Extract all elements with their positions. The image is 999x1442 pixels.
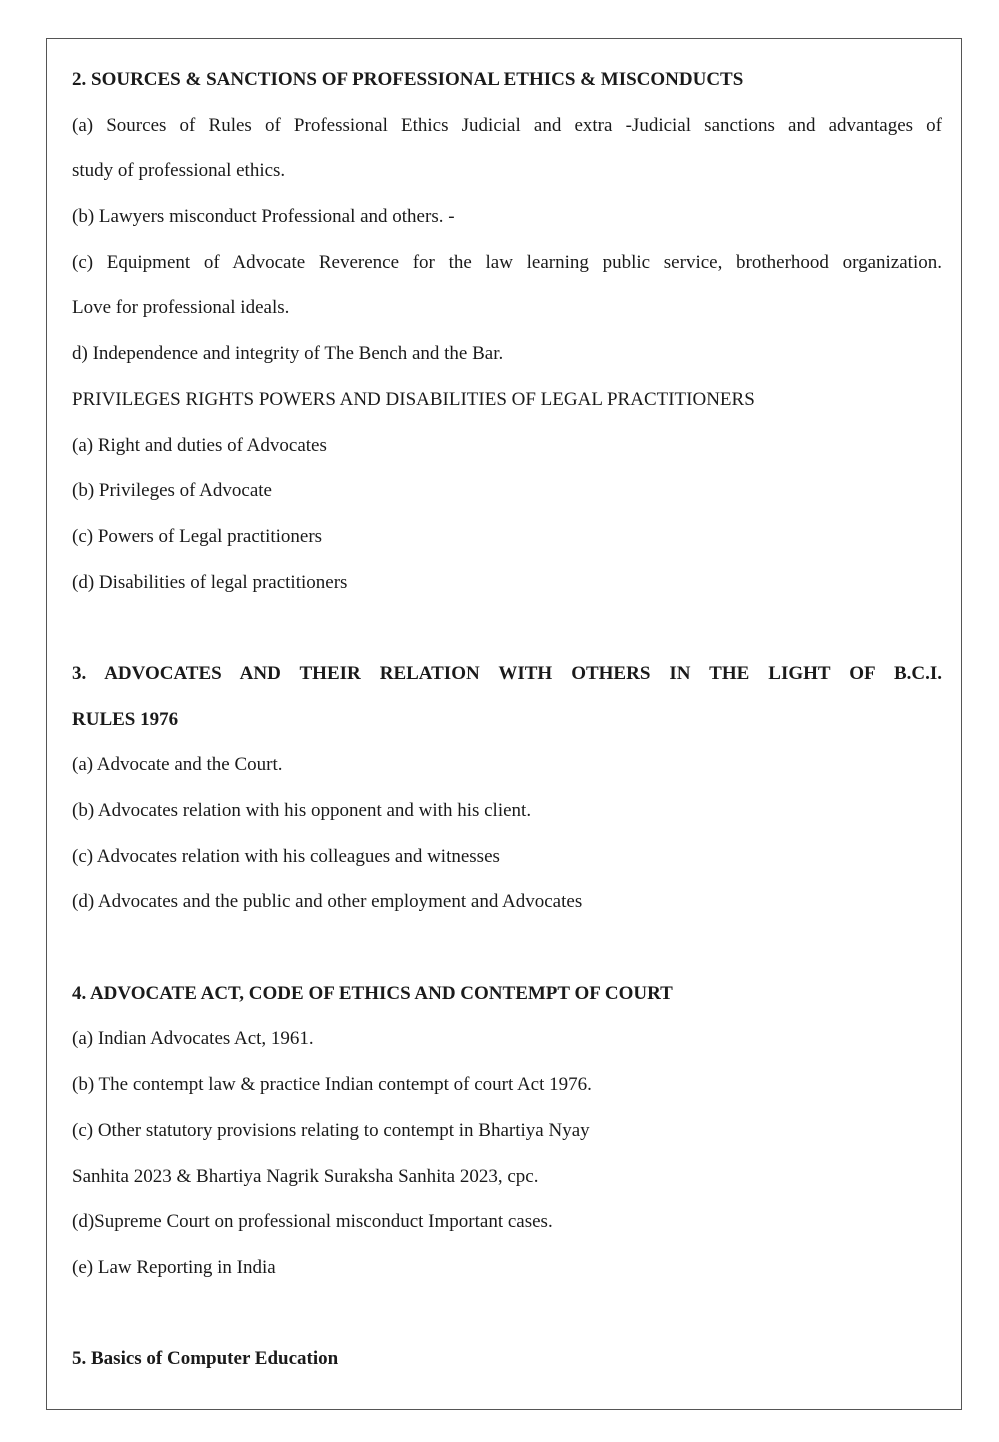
- privileges-item-a: (a) Right and duties of Advocates: [72, 434, 327, 456]
- section-4-item-a: (a) Indian Advocates Act, 1961.: [72, 1028, 314, 1050]
- section-2-item-c: (c) Equipment of Advocate Reverence for the law learning public service, brotherhood organization.: [72, 251, 942, 273]
- section-2-item-a-cont: study of professional ethics.: [72, 160, 286, 182]
- section-4-item-c: (c) Other statutory provisions relating to contempt in Bhartiya Nyay: [72, 1119, 590, 1141]
- section-4-item-e: (e) Law Reporting in India: [72, 1256, 276, 1278]
- section-3-item-d: (d) Advocates and the public and other employment and Advocates: [72, 891, 583, 913]
- section-3-heading-cont: RULES 1976: [72, 708, 179, 730]
- document-body: [72, 64, 942, 1389]
- section-2-item-a: (a) Sources of Rules of Professional Ethics Judicial and extra -Judicial sanctions and advantages of: [72, 114, 942, 136]
- section-2-item-d: d) Independence and integrity of The Bench and the Bar.: [72, 343, 504, 365]
- section-2-heading: 2. SOURCES & SANCTIONS OF PROFESSIONAL ETHICS & MISCONDUCTS: [72, 69, 744, 90]
- section-4-item-b: (b) The contempt law & practice Indian contempt of court Act 1976.: [72, 1074, 592, 1096]
- section-5-heading: 5. Basics of Computer Education: [72, 1348, 339, 1370]
- privileges-item-b: (b) Privileges of Advocate: [72, 480, 272, 502]
- section-3-item-a: (a) Advocate and the Court.: [72, 754, 283, 776]
- section-3-heading: 3. ADVOCATES AND THEIR RELATION WITH OTHERS IN THE LIGHT OF B.C.I.: [72, 662, 942, 684]
- privileges-item-c: (c) Powers of Legal practitioners: [72, 525, 323, 547]
- spacer: [72, 1298, 942, 1344]
- spacer: [72, 612, 942, 658]
- privileges-subheading: PRIVILEGES RIGHTS POWERS AND DISABILITIES OF LEGAL PRACTITIONERS: [72, 388, 755, 410]
- section-4-item-c-cont: Sanhita 2023 & Bhartiya Nagrik Suraksha Sanhita 2023, cpc.: [72, 1165, 539, 1187]
- section-3-item-b: (b) Advocates relation with his opponent and with his client.: [72, 800, 532, 821]
- section-2-item-b: (b) Lawyers misconduct Professional and others. -: [72, 206, 455, 228]
- privileges-item-d: (d) Disabilities of legal practitioners: [72, 571, 348, 593]
- section-4-heading: 4. ADVOCATE ACT, CODE OF ETHICS AND CONTEMPT OF COURT: [72, 982, 673, 1004]
- section-2-item-c-cont: Love for professional ideals.: [72, 297, 290, 319]
- spacer: [72, 932, 942, 978]
- section-3-item-c: (c) Advocates relation with his colleagues and witnesses: [72, 845, 500, 867]
- section-4-item-d: (d)Supreme Court on professional misconduct Important cases.: [72, 1211, 553, 1233]
